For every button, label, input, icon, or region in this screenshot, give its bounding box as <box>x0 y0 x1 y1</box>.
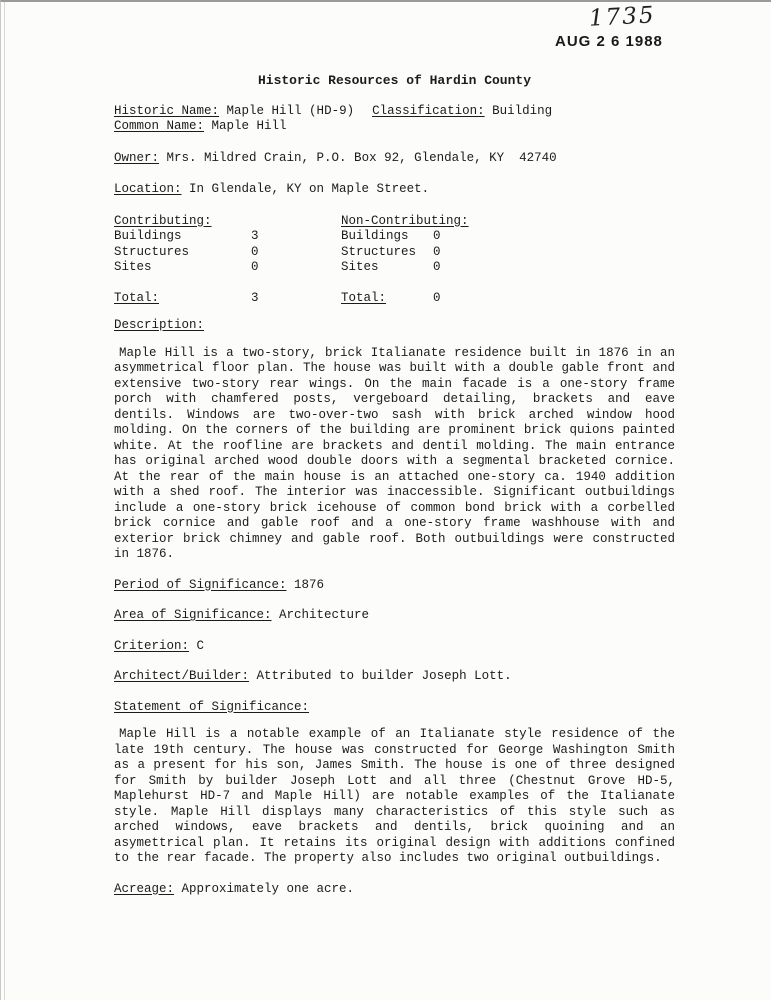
architect-builder-field <box>114 669 675 685</box>
statement-text: Maple Hill is a notable example of an Italianate style residence of the late 19th century. The house was constructed for George Washington Smith as a present for his son, James Smith. The house is one of three designed for Smith by builder Joseph Lott and all three (Chestnut Grove HD-5, Maplehurst HD-7 and Maple Hill) are notable examples of the Italianate style. Maple Hill displays many characteristics of this style such as arched windows, eave brackets and dentils, brick quoining and an asymettrical plan. It retains its original design with additions confined to the rear facade. The property also includes two original outbuildings. <box>114 727 675 865</box>
architect-builder-label: Architect/Builder: <box>114 669 250 683</box>
criterion-value: C <box>196 638 205 653</box>
location-label: Location: <box>114 182 182 196</box>
non-contributing-row-name: Buildings <box>341 229 409 243</box>
description-text: Maple Hill is a two-story, brick Italianate residence built in 1876 in an asymmetrical floor plan. The house was built with a double gable front and extensive two-story rear wings. On the main facade is a one-story frame porch with chamfered posts, vergeboard detailing, brackets and eave dentils. Windows are two-over-two sash with brick arched window hood molding. On the corners of the building are prominent brick quions painted white. At the roofline are brackets and dentil molding. The main entrance has original arched wood double doors with a segmental bracketed cornice. At the rear of the main house is an attached one-story ca. 1940 addition with a shed roof. The interior was inaccessible. Significant outbuildings include a one-story brick icehouse of common bond brick with a corbelled brick cornice and gable roof and a one-story frame washhouse with and exterior brick chimney and gable roof. Both outbuildings were constructed in 1876. <box>114 345 675 561</box>
historic-name-label: Historic Name: <box>114 103 220 118</box>
stamp-area <box>541 2 761 62</box>
description-label: Description: <box>114 318 205 332</box>
period-of-significance-label: Period of Significance: <box>114 577 287 592</box>
criterion-label: Criterion: <box>114 638 190 653</box>
classification-value: Building <box>492 103 553 118</box>
contributing-total-value: 3 <box>251 290 259 305</box>
common-name-label: Common Name: <box>114 119 205 133</box>
statement-label: Statement of Significance: <box>114 699 310 714</box>
historic-name-classification-line <box>114 104 675 120</box>
spacer <box>433 214 675 230</box>
contributing-row-name: Sites <box>114 260 152 274</box>
owner-field <box>114 151 675 167</box>
architect-builder-value: Attributed to builder Joseph Lott. <box>256 669 512 683</box>
area-of-significance-label: Area of Significance: <box>114 608 272 622</box>
acreage-value: Approximately one acre. <box>181 881 355 896</box>
non-contributing-total-label: Total: <box>341 290 387 305</box>
resource-counts-table <box>114 214 675 276</box>
area-of-significance-value: Architecture <box>279 608 370 622</box>
spacer <box>251 214 341 230</box>
historic-name-value: Maple Hill (HD-9) <box>226 103 355 118</box>
totals-row <box>114 291 675 307</box>
non-contributing-row-name: Structures <box>341 244 417 259</box>
contributing-header: Contributing: <box>114 213 212 228</box>
period-of-significance-field <box>114 578 675 594</box>
non-contributing-row-count: 0 <box>433 229 441 243</box>
document-content <box>114 73 675 897</box>
criterion-field <box>114 639 675 655</box>
period-of-significance-value: 1876 <box>294 577 325 592</box>
non-contributing-header: Non-Contributing: <box>341 213 469 228</box>
page-title: Historic Resources of Hardin County <box>257 73 532 88</box>
non-contributing-row-name: Sites <box>341 260 379 274</box>
handwritten-number: 1735 <box>588 2 657 32</box>
contributing-row-count: 0 <box>251 260 259 274</box>
statement-section <box>114 700 675 716</box>
non-contributing-row-count: 0 <box>433 260 441 274</box>
non-contributing-row-count: 0 <box>433 244 441 259</box>
acreage-label: Acreage: <box>114 881 175 896</box>
description-section <box>114 318 675 334</box>
location-value: In Glendale, KY on Maple Street. <box>189 182 430 196</box>
acreage-field <box>114 882 675 898</box>
common-name-value: Maple Hill <box>211 119 287 133</box>
classification-field <box>372 104 552 118</box>
contributing-row-name: Buildings <box>114 229 182 243</box>
contributing-row-count: 0 <box>251 244 259 259</box>
non-contributing-total-value: 0 <box>433 290 441 305</box>
owner-label: Owner: <box>114 150 160 165</box>
contributing-row-count: 3 <box>251 229 259 243</box>
contributing-total-label: Total: <box>114 290 160 305</box>
scan-edge-artifact <box>4 2 5 1000</box>
contributing-row-name: Structures <box>114 244 190 259</box>
location-field <box>114 182 675 198</box>
owner-value: Mrs. Mildred Crain, P.O. Box 92, Glendale, KY 42740 <box>166 150 557 165</box>
classification-label: Classification: <box>372 103 485 118</box>
area-of-significance-field <box>114 608 675 624</box>
date-received-stamp: AUG 2 6 1988 <box>555 33 663 50</box>
historic-name-field <box>114 104 354 118</box>
common-name-field <box>114 119 675 135</box>
